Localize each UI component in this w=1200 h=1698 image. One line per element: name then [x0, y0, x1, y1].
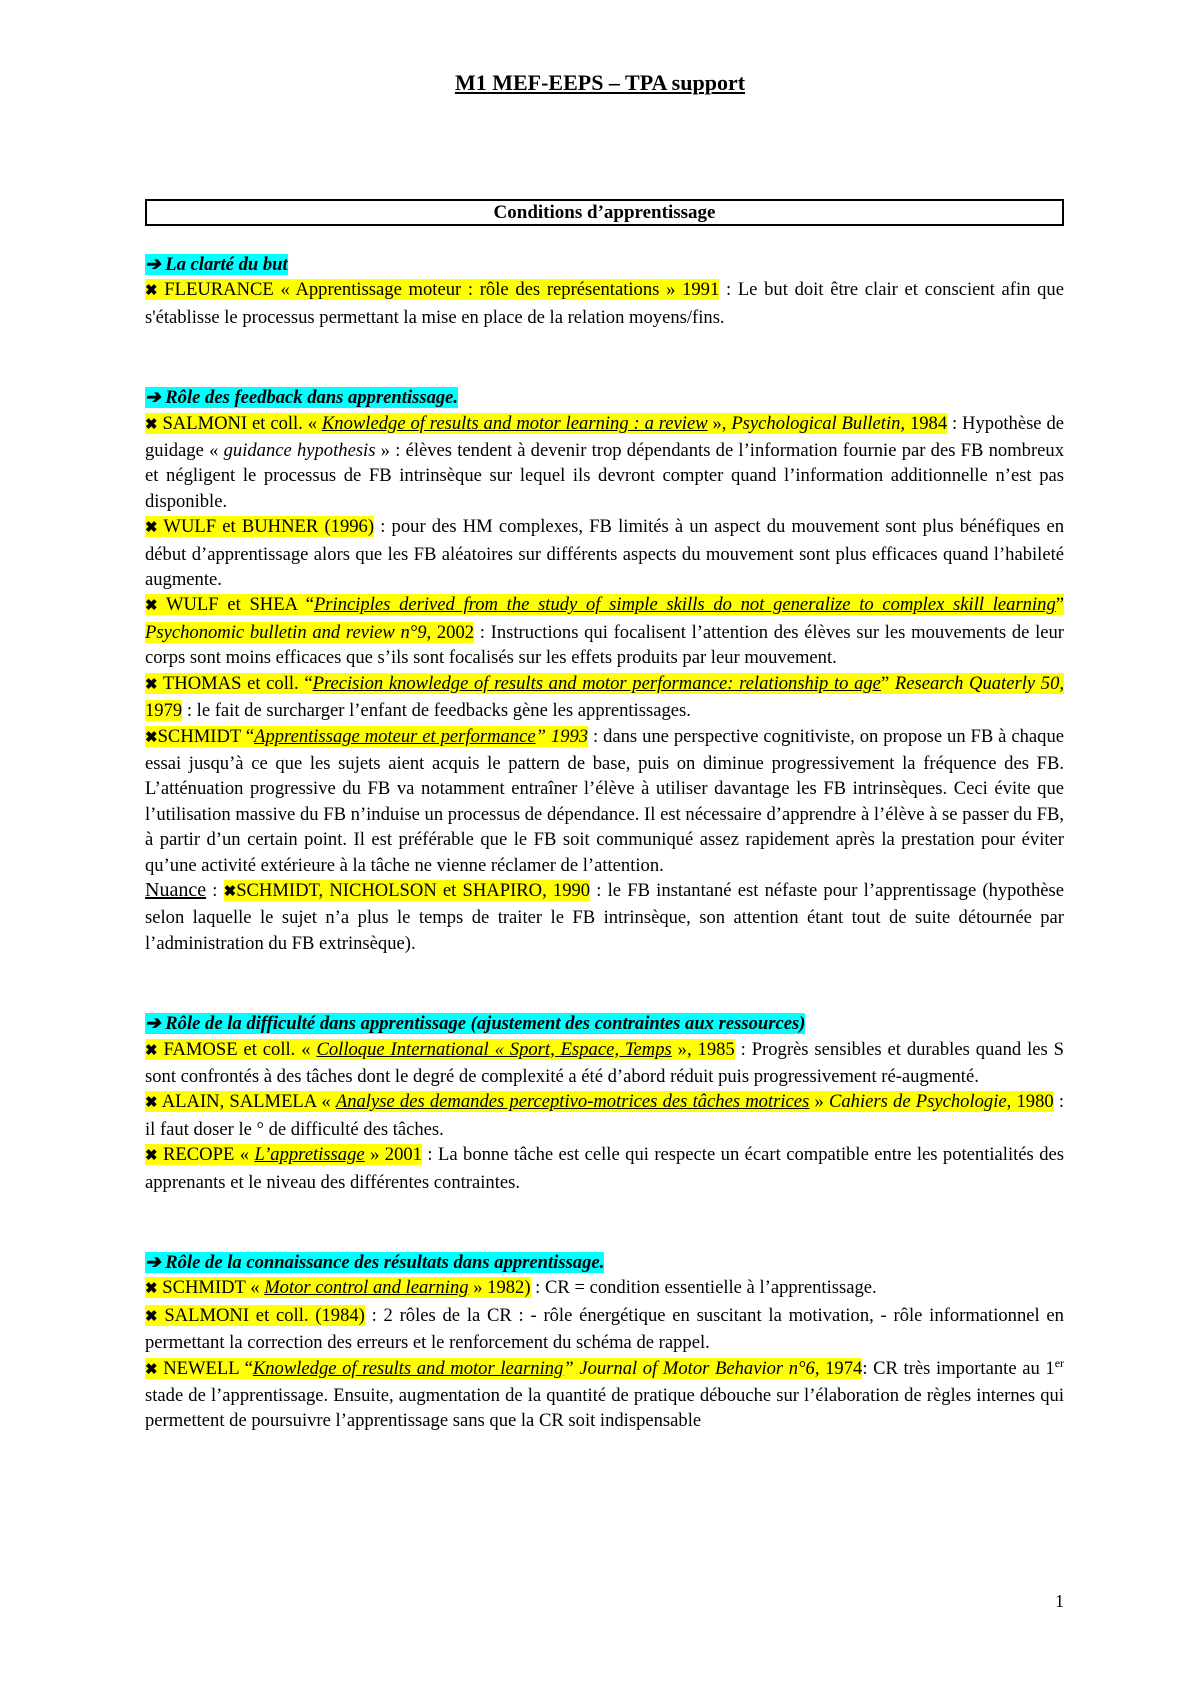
- reference-paragraph: ✖ FLEURANCE « Apprentissage moteur : rôle des représentations » 1991 : Le but doit être clair et conscient afin que s'établisse le processus permettant la mise en place de la relation moyens/fins.: [145, 279, 1064, 328]
- section-role-feedback: [145, 385, 1064, 956]
- highlighted-reference: ✖ RECOPE « L’appretissage » 2001: [145, 1144, 422, 1166]
- spacer: [145, 330, 1064, 385]
- highlighted-reference: ✖ THOMAS et coll. “Precision knowledge of results and motor performance: relationship to age” Research Quaterly 50, 1979: [145, 672, 1065, 722]
- section-clarte-du-but: [145, 252, 1064, 330]
- highlighted-reference: ✖ NEWELL “Knowledge of results and motor learning” Journal of Motor Behavior n°6, 1974: [145, 1357, 863, 1379]
- reference-paragraph: ✖ FAMOSE et coll. « Colloque International « Sport, Espace, Temps », 1985 : Progrès sensibles et durables quand les S sont confrontés à des tâches dont le degré de complexité a été d’abord réduit puis progressivement ré-augmenté.: [145, 1038, 1064, 1087]
- highlighted-reference: ✖SCHMIDT “Apprentissage moteur et performance” 1993: [145, 725, 589, 747]
- reference-paragraph: ✖ NEWELL “Knowledge of results and motor learning” Journal of Motor Behavior n°6, 1974: CR très importante au 1er stade de l’apprentissage. Ensuite, augmentation de la quantité de pratique débouche sur l’élaboration de règles internes qui permettent de poursuivre l’apprentissage sans que la CR soit indispensable: [145, 1355, 1065, 1432]
- cross-icon: ✖: [145, 729, 158, 746]
- spacer: [145, 1195, 1064, 1250]
- cross-icon: ✖: [223, 883, 237, 900]
- section-title-row: [145, 1250, 1064, 1275]
- nuance-label: Nuance: [145, 878, 207, 901]
- highlighted-reference: ✖ SCHMIDT « Motor control and learning » 1982): [145, 1277, 531, 1299]
- highlighted-reference: ✖ FLEURANCE « Apprentissage moteur : rôle des représentations » 1991: [145, 279, 720, 301]
- highlighted-reference: ✖SCHMIDT, NICHOLSON et SHAPIRO, 1990: [223, 879, 591, 901]
- reference-paragraph: ✖ WULF et SHEA “Principles derived from the study of simple skills do not generalize to complex skill learning” Psychonomic bulletin and review n°9, 2002 : Instructions qui focalisent l’attention des élèves sur les mouvements de leur corps sont moins efficaces que s’ils sont focalisés sur les effets produits par leur mouvement.: [145, 594, 1065, 669]
- highlighted-reference: ✖ FAMOSE et coll. « Colloque International « Sport, Espace, Temps », 1985: [145, 1038, 735, 1060]
- section-title: ➔ Rôle de la difficulté dans apprentissage (ajustement des contraintes aux ressources): [145, 1013, 806, 1035]
- arrow-icon: ➔: [145, 1013, 161, 1035]
- arrow-icon: ➔: [145, 254, 161, 275]
- cross-icon: ✖: [145, 416, 158, 433]
- reference-paragraph: ✖ SALMONI et coll. « Knowledge of results and motor learning : a review », Psychological Bulletin, 1984 : Hypothèse de guidage « guidance hypothesis » : élèves tendent à devenir trop dépendants de l’information fournie par des FB nombreux et négligent le processus de FB intrinsèque sur lequel ils devront compter quand l’information additionnelle n’est pas disponible.: [145, 412, 1064, 512]
- reference-paragraph: ✖ THOMAS et coll. “Precision knowledge of results and motor performance: relationship to age” Research Quaterly 50, 1979 : le fait de surcharger l’enfant de feedbacks gène les apprentissages.: [145, 672, 1065, 722]
- section-heading-box: Conditions d’apprentissage: [145, 199, 1064, 226]
- cross-icon: ✖: [145, 1095, 158, 1112]
- document-title: M1 MEF-EEPS – TPA support: [454, 70, 746, 95]
- section-title: ➔ La clarté du but: [145, 254, 288, 275]
- section-connaissance-resultats: [145, 1250, 1064, 1434]
- highlighted-reference: ✖ WULF et SHEA “Principles derived from the study of simple skills do not generalize to complex skill learning” Psychonomic bulletin and review n°9, 2002: [145, 594, 1065, 643]
- section-title-row: [145, 252, 1064, 277]
- cross-icon: ✖: [145, 1308, 158, 1325]
- cross-icon: ✖: [145, 1281, 158, 1298]
- cross-icon: ✖: [145, 676, 158, 693]
- reference-paragraph: ✖ WULF et BUHNER (1996) : pour des HM complexes, FB limités à un aspect du mouvement sont plus bénéfiques en début d’apprentissage alors que les FB aléatoires sur différents aspects du mouvement sont plus efficaces quand l’habileté augmente.: [145, 516, 1065, 591]
- cross-icon: ✖: [145, 598, 158, 615]
- page-number: 1: [1055, 1591, 1064, 1611]
- section-title-row: [145, 385, 1064, 410]
- reference-paragraph: ✖ SCHMIDT « Motor control and learning » 1982) : CR = condition essentielle à l’apprentissage.: [145, 1277, 877, 1299]
- reference-paragraph: ✖SCHMIDT “Apprentissage moteur et performance” 1993 : dans une perspective cognitiviste, on propose un FB à chaque essai jusqu’à ce que les sujets aient acquis le pattern de base, puis on diminue progressivement la fréquence des FB. L’atténuation progressive du FB va notamment entraîner l’élève à utiliser davantage les FB intrinsèques. Ceci évite que l’utilisation massive du FB n’induise un processus de dépendance. Il est nécessaire d’apprendre à l’élève à se passer du FB, à partir d’un certain point. Il est préférable que le FB soit communiqué assez rapidement après la prestation pour éviter qu’une activité extérieure à la tâche ne vienne réclamer de l’attention.: [145, 725, 1065, 876]
- document-content: [145, 252, 1064, 1434]
- reference-paragraph: ✖ RECOPE « L’appretissage » 2001 : La bonne tâche est celle qui respecte un écart compatible entre les potentialités des apprenants et le niveau des différentes contraintes.: [145, 1144, 1065, 1193]
- nuance-paragraph: Nuance : ✖SCHMIDT, NICHOLSON et SHAPIRO, 1990 : le FB instantané est néfaste pour l’apprentissage (hypothèse selon laquelle le sujet n’a plus le temps de traiter le FB intrinsèque, son attention étant tout de suite détournée par l’administration du FB extrinsèque).: [145, 878, 1064, 954]
- reference-paragraph: ✖ SALMONI et coll. (1984) : 2 rôles de la CR : - rôle énergétique en suscitant la motivation, - rôle informationnel en permettant la correction des erreurs et le renforcement du schéma de rappel.: [145, 1304, 1064, 1354]
- reference-paragraph: ✖ ALAIN, SALMELA « Analyse des demandes perceptivo-motrices des tâches motrices » Cahiers de Psychologie, 1980 : il faut doser le ° de difficulté des tâches.: [145, 1091, 1065, 1140]
- highlighted-reference: ✖ SALMONI et coll. (1984): [145, 1304, 365, 1326]
- arrow-icon: ➔: [145, 387, 161, 409]
- highlighted-reference: ✖ ALAIN, SALMELA « Analyse des demandes perceptivo-motrices des tâches motrices » Cahiers de Psychologie, 1980: [145, 1091, 1054, 1113]
- cross-icon: ✖: [145, 1042, 158, 1059]
- highlighted-reference: ✖ SALMONI et coll. « Knowledge of results and motor learning : a review », Psychological Bulletin, 1984: [145, 412, 948, 434]
- arrow-icon: ➔: [145, 1252, 161, 1273]
- section-role-difficulte: [145, 1011, 1064, 1195]
- spacer: [145, 956, 1064, 1011]
- section-title: ➔ Rôle de la connaissance des résultats dans apprentissage.: [145, 1252, 605, 1273]
- section-title: ➔ Rôle des feedback dans apprentissage.: [145, 387, 459, 409]
- section-title-row: [145, 1011, 1064, 1036]
- highlighted-reference: ✖ WULF et BUHNER (1996): [145, 516, 375, 538]
- cross-icon: ✖: [145, 1148, 158, 1165]
- cross-icon: ✖: [145, 283, 158, 300]
- cross-icon: ✖: [145, 520, 158, 537]
- cross-icon: ✖: [145, 1361, 158, 1378]
